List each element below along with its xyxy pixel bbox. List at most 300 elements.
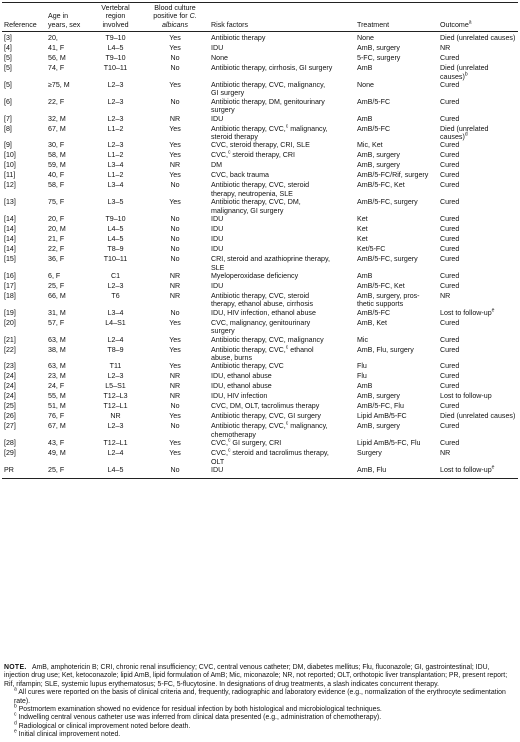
table-row	[2, 245, 518, 255]
cell-age-sex-text: 36, F	[48, 255, 65, 264]
cell-age-sex-text: 66, M	[48, 291, 66, 300]
cell-blood-culture	[141, 32, 209, 45]
cell-treatment-text: AmB, Ket	[357, 318, 387, 327]
cell-blood-culture	[141, 336, 209, 346]
cell-age-sex	[46, 171, 90, 181]
cell-risk-factors-tail: ethanol	[288, 345, 314, 354]
cell-risk-factors	[209, 215, 355, 225]
cell-vertebral	[90, 309, 141, 319]
cell-reference	[2, 319, 46, 336]
cell-treatment-text: Mic, Ket	[357, 141, 383, 150]
cell-outcome-text: Cured	[440, 225, 460, 234]
cell-treatment-text: Lipid AmB/5-FC	[357, 412, 407, 421]
risk-footnote-mark: c	[285, 123, 289, 130]
cell-treatment	[355, 161, 438, 171]
cell-age-sex	[46, 151, 90, 161]
cell-blood-culture-text: NR	[169, 392, 181, 401]
cell-reference-text: [8]	[4, 124, 12, 133]
cell-blood-culture-text: Yes	[169, 318, 181, 327]
cell-risk-factors-line2: therapy, ethanol abuse, cirrhosis	[211, 300, 313, 309]
cell-treatment	[355, 255, 438, 272]
cell-outcome	[438, 392, 518, 402]
cell-blood-culture-text: No	[170, 255, 180, 264]
cell-treatment-text: Surgery	[357, 449, 382, 458]
cell-blood-culture-text: No	[170, 225, 180, 234]
cell-blood-culture	[141, 125, 209, 142]
cell-blood-culture	[141, 346, 209, 363]
table-row	[2, 151, 518, 161]
cell-risk-factors-tail: steroid therapy, CRI	[230, 151, 295, 160]
cell-outcome-text: Cured	[440, 181, 460, 190]
cell-blood-culture	[141, 151, 209, 161]
cell-outcome	[438, 115, 518, 125]
cell-risk-factors-text: IDU	[211, 235, 224, 244]
cell-treatment-text: AmB/5-FC	[357, 124, 391, 133]
cell-vertebral-text: T10–11	[103, 64, 128, 73]
cell-blood-culture	[141, 449, 209, 466]
cell-reference-text: [23]	[4, 362, 16, 371]
cell-reference-text: [24]	[4, 382, 16, 391]
cell-vertebral-text: T12–L1	[103, 402, 128, 411]
cell-age-sex-text: 51, M	[48, 402, 66, 411]
cell-blood-culture	[141, 215, 209, 225]
cell-risk-factors-text: IDU	[211, 44, 224, 53]
cell-reference-text: [13]	[4, 198, 16, 207]
cell-outcome	[438, 346, 518, 363]
cell-risk-factors-line2: abuse, burns	[211, 353, 253, 362]
cell-vertebral	[90, 292, 141, 309]
cell-age-sex-text: 30, F	[48, 141, 65, 150]
cell-vertebral	[90, 151, 141, 161]
cell-vertebral-text: L1–2	[107, 124, 124, 133]
cell-vertebral-text: T9–10	[105, 34, 126, 43]
cell-reference	[2, 336, 46, 346]
cell-treatment	[355, 215, 438, 225]
header-treatment: Treatment	[355, 3, 438, 32]
cell-reference	[2, 412, 46, 422]
cell-age-sex-text: 55, M	[48, 392, 66, 401]
cell-treatment	[355, 439, 438, 449]
table-row	[2, 382, 518, 392]
cell-outcome	[438, 412, 518, 422]
cell-risk-factors-text: IDU	[211, 215, 224, 224]
table-row	[2, 171, 518, 181]
cell-age-sex-text: 49, M	[48, 449, 66, 458]
cell-vertebral-text: T9–10	[105, 215, 126, 224]
cell-reference-text: [11]	[4, 171, 16, 180]
cell-reference	[2, 422, 46, 439]
risk-footnote-mark: c	[227, 437, 231, 444]
cell-risk-factors	[209, 54, 355, 64]
cell-blood-culture	[141, 392, 209, 402]
cell-blood-culture	[141, 171, 209, 181]
cell-outcome	[438, 215, 518, 225]
cell-reference-text: [29]	[4, 449, 16, 458]
cell-age-sex-text: 57, F	[48, 318, 65, 327]
cell-reference-text: [25]	[4, 402, 16, 411]
cell-risk-factors-text: None	[211, 54, 228, 63]
cell-risk-factors	[209, 309, 355, 319]
cell-risk-factors-text: Antibiotic therapy, CVC, malignancy,	[211, 81, 326, 90]
cell-age-sex	[46, 64, 90, 81]
cell-risk-factors-text: Antibiotic therapy	[211, 34, 266, 43]
cell-outcome-text: Lost to follow-up	[440, 392, 492, 401]
cell-treatment-text: AmB, surgery	[357, 392, 400, 401]
cell-blood-culture-text: No	[170, 465, 180, 474]
cell-reference-text: [22]	[4, 345, 16, 354]
cell-outcome-text: Cured	[440, 215, 460, 224]
footnote-text: Indwelling central venous catheter use was inferred from clinical data presented (e.g., administration of chemotherapy).	[18, 714, 382, 722]
cell-blood-culture	[141, 141, 209, 151]
cell-blood-culture	[141, 422, 209, 439]
cell-risk-factors-text: Myeloperoxidase deficiency	[211, 271, 299, 280]
cell-blood-culture-text: No	[170, 402, 180, 411]
cell-reference-text: [17]	[4, 281, 16, 290]
cell-blood-culture-text: NR	[169, 161, 181, 170]
cell-treatment	[355, 372, 438, 382]
cell-vertebral	[90, 255, 141, 272]
cell-risk-factors-text: Antibiotic therapy, CVC,	[211, 124, 286, 133]
cell-blood-culture-text: No	[170, 422, 180, 431]
cell-reference	[2, 215, 46, 225]
cell-reference-text: [20]	[4, 318, 16, 327]
risk-footnote-mark: c	[227, 447, 231, 454]
cell-treatment-text: AmB, surgery	[357, 422, 400, 431]
cell-reference	[2, 402, 46, 412]
cell-blood-culture	[141, 54, 209, 64]
cell-age-sex	[46, 466, 90, 479]
cell-reference	[2, 115, 46, 125]
footnote-mark: c	[14, 712, 17, 719]
cell-risk-factors-text: Antibiotic therapy, CVC,	[211, 345, 286, 354]
table-row	[2, 141, 518, 151]
cell-blood-culture-text: No	[170, 235, 180, 244]
cell-treatment-text: AmB/5-FC, surgery	[357, 198, 418, 207]
cell-blood-culture	[141, 282, 209, 292]
cell-vertebral	[90, 382, 141, 392]
cell-outcome-text: Lost to follow-up	[440, 308, 492, 317]
cell-risk-factors	[209, 319, 355, 336]
cell-treatment-text: AmB, surgery, pros-	[357, 291, 420, 300]
cell-age-sex	[46, 198, 90, 215]
outcome-footnote-mark: e	[491, 464, 495, 471]
risk-footnote-mark: c	[285, 344, 289, 351]
header-vertebral: Vertebral region involved	[90, 3, 141, 32]
cell-blood-culture-text: Yes	[169, 34, 181, 43]
cell-vertebral	[90, 336, 141, 346]
cell-outcome-text: Cured	[440, 235, 460, 244]
cell-risk-factors-text: Antibiotic therapy, CVC, steroid	[211, 291, 310, 300]
cell-age-sex-text: 6, F	[48, 271, 61, 280]
cell-outcome	[438, 272, 518, 282]
cell-age-sex-text: 31, M	[48, 308, 66, 317]
note-paragraph	[4, 664, 516, 689]
cell-vertebral	[90, 346, 141, 363]
cell-risk-factors	[209, 151, 355, 161]
cell-risk-factors	[209, 171, 355, 181]
cell-age-sex	[46, 32, 90, 45]
cell-reference	[2, 309, 46, 319]
cell-risk-factors	[209, 255, 355, 272]
cell-risk-factors-line2: OLT	[211, 457, 225, 466]
footnote-text: Radiological or clinical improvement noted before death.	[18, 722, 191, 730]
cell-reference	[2, 171, 46, 181]
cell-outcome-text: Died (unrelated causes)	[440, 34, 516, 43]
cell-outcome	[438, 32, 518, 45]
cell-blood-culture	[141, 382, 209, 392]
cell-risk-factors	[209, 44, 355, 54]
cell-treatment	[355, 115, 438, 125]
cell-reference-text: [24]	[4, 372, 16, 381]
cell-vertebral	[90, 449, 141, 466]
cell-vertebral-text: T10–11	[103, 255, 128, 264]
cell-risk-factors-tail: malignancy,	[288, 422, 328, 431]
cell-outcome	[438, 382, 518, 392]
outcome-footnote-mark: d	[464, 131, 468, 138]
cell-outcome	[438, 54, 518, 64]
cell-reference-text: [21]	[4, 335, 16, 344]
footnote-mark: a	[14, 686, 17, 693]
cell-age-sex-text: 23, M	[48, 372, 66, 381]
cell-vertebral	[90, 245, 141, 255]
cell-vertebral-text: C1	[110, 271, 121, 280]
outcome-footnote-mark: e	[491, 307, 495, 314]
cell-risk-factors	[209, 412, 355, 422]
header-blood-culture-species: C. albicans	[161, 12, 197, 29]
cell-risk-factors-text: IDU, HIV infection	[211, 392, 268, 401]
cell-risk-factors-text: IDU, HIV infection, ethanol abuse	[211, 308, 316, 317]
cell-treatment	[355, 412, 438, 422]
cell-risk-factors-line2: chemotherapy	[211, 430, 256, 439]
cell-vertebral	[90, 225, 141, 235]
header-risk-factors: Risk factors	[209, 3, 355, 32]
cell-age-sex-text: 40, F	[48, 171, 65, 180]
cell-outcome-text: NR	[440, 449, 451, 458]
cell-blood-culture	[141, 64, 209, 81]
cell-outcome-text: Cured	[440, 271, 460, 280]
cell-outcome-text: Lost to follow-up	[440, 465, 492, 474]
cell-vertebral-text: T8–9	[107, 245, 124, 254]
cell-treatment	[355, 171, 438, 181]
cell-risk-factors	[209, 282, 355, 292]
cell-outcome-text: Cured	[440, 335, 460, 344]
cell-age-sex	[46, 115, 90, 125]
cell-reference	[2, 392, 46, 402]
cell-reference-text: [7]	[4, 114, 12, 123]
cell-risk-factors	[209, 32, 355, 45]
table-row	[2, 336, 518, 346]
cell-blood-culture-text: NR	[169, 382, 181, 391]
cell-reference	[2, 346, 46, 363]
cell-risk-factors-tail: malignancy,	[288, 124, 328, 133]
cell-age-sex	[46, 44, 90, 54]
cell-risk-factors-text: IDU, ethanol abuse	[211, 382, 272, 391]
cell-outcome	[438, 141, 518, 151]
cell-reference	[2, 198, 46, 215]
cell-risk-factors-line2: malignancy, GI surgery	[211, 206, 284, 215]
cell-age-sex	[46, 98, 90, 115]
cell-age-sex	[46, 346, 90, 363]
table-row	[2, 319, 518, 336]
cell-treatment-text: Ket	[357, 235, 368, 244]
cell-outcome-text: Cured	[440, 318, 460, 327]
cell-vertebral-text: L3–5	[107, 198, 124, 207]
cell-age-sex	[46, 245, 90, 255]
cell-blood-culture-text: Yes	[169, 198, 181, 207]
cell-treatment-text: AmB	[357, 114, 373, 123]
header-outcome-text: Outcome	[440, 20, 469, 29]
cell-age-sex-text: 41, F	[48, 44, 65, 53]
cell-outcome	[438, 225, 518, 235]
cell-age-sex-text: 63, M	[48, 362, 66, 371]
cell-vertebral	[90, 235, 141, 245]
cell-risk-factors-line2: GI surgery	[211, 89, 245, 98]
cell-vertebral	[90, 402, 141, 412]
cell-risk-factors-text: CRI, steroid and azathioprine therapy,	[211, 255, 330, 264]
footnote-mark: b	[14, 703, 17, 710]
cell-vertebral-text: L4–5	[107, 235, 124, 244]
cell-risk-factors-line2: steroid therapy	[211, 133, 258, 142]
cell-blood-culture-text: Yes	[169, 439, 181, 448]
cell-age-sex-text: 32, M	[48, 114, 66, 123]
cell-age-sex-text: 75, F	[48, 198, 65, 207]
cell-risk-factors-text: CVC, malignancy, genitourinary	[211, 318, 311, 327]
cell-risk-factors-text: IDU	[211, 114, 224, 123]
cell-vertebral-text: L2–3	[107, 372, 124, 381]
cell-reference	[2, 372, 46, 382]
cell-age-sex-text: 20, F	[48, 215, 65, 224]
cell-age-sex-text: 56, M	[48, 54, 66, 63]
footnote	[4, 720, 516, 731]
cell-treatment-text: AmB, Flu, surgery	[357, 345, 414, 354]
cell-age-sex-text: 22, F	[48, 97, 65, 106]
cell-risk-factors	[209, 402, 355, 412]
cell-blood-culture-text: Yes	[169, 151, 181, 160]
cell-age-sex-text: 24, F	[48, 382, 65, 391]
cell-outcome	[438, 198, 518, 215]
cell-blood-culture	[141, 161, 209, 171]
cell-outcome-text: Died (unrelated causes)	[440, 124, 489, 142]
cell-reference-text: [14]	[4, 245, 16, 254]
cell-reference-text: [24]	[4, 392, 16, 401]
case-table	[2, 2, 518, 479]
cell-reference	[2, 225, 46, 235]
cell-treatment-text: AmB	[357, 271, 373, 280]
cell-age-sex	[46, 382, 90, 392]
cell-vertebral-text: T8–9	[107, 345, 124, 354]
table-row	[2, 181, 518, 198]
footnote-text: Postmortem examination showed no evidence for residual infection by both histological and microbiological techniques.	[18, 706, 382, 714]
cell-reference-text: [12]	[4, 181, 16, 190]
cell-blood-culture	[141, 309, 209, 319]
cell-treatment-text: Flu	[357, 372, 367, 381]
table-row	[2, 125, 518, 142]
cell-reference	[2, 362, 46, 372]
cell-vertebral-text: L2–4	[107, 335, 124, 344]
note-text: AmB, amphotericin B; CRI, chronic renal insufficiency; CVC, central venous catheter; DM, diabetes mellitus; Flu, fluconazole; GI, gastrointestinal; IDU, injection drug use; Ket, ketoconazole; lipid AmB, lipid formulation of AmB; Mic, miconazole; NR, not reported; OLT, orthotopic liver transplantation; PR, present report; Rif, rifampin; SLE, systemic lupus erythematosus; 5-FC, 5-flucytosine. In designations of drug treatments, a slash indicates concurrent therapy.	[4, 664, 508, 688]
cell-vertebral-text: L3–4	[107, 308, 124, 317]
cell-reference	[2, 245, 46, 255]
cell-blood-culture	[141, 362, 209, 372]
cell-age-sex	[46, 225, 90, 235]
cell-treatment	[355, 336, 438, 346]
cell-vertebral	[90, 125, 141, 142]
header-outcome	[438, 3, 518, 32]
table-row	[2, 422, 518, 439]
cell-age-sex	[46, 255, 90, 272]
cell-risk-factors	[209, 98, 355, 115]
cell-risk-factors-line2: surgery	[211, 106, 235, 115]
cell-treatment	[355, 125, 438, 142]
cell-reference	[2, 382, 46, 392]
cell-treatment	[355, 44, 438, 54]
cell-vertebral-text: T12–L3	[103, 392, 128, 401]
cell-outcome-text: Cured	[440, 255, 460, 264]
cell-blood-culture	[141, 319, 209, 336]
cell-outcome-text: Cured	[440, 345, 460, 354]
cell-treatment-text: AmB/5-FC	[357, 97, 391, 106]
cell-blood-culture-text: No	[170, 215, 180, 224]
cell-treatment	[355, 235, 438, 245]
cell-outcome	[438, 255, 518, 272]
cell-age-sex	[46, 282, 90, 292]
cell-blood-culture	[141, 198, 209, 215]
table-row	[2, 309, 518, 319]
cell-reference	[2, 54, 46, 64]
cell-vertebral	[90, 422, 141, 439]
cell-vertebral-text: L5–S1	[105, 382, 126, 391]
cell-outcome	[438, 466, 518, 479]
cell-outcome-text: Cured	[440, 151, 460, 160]
cell-blood-culture-text: Yes	[169, 171, 181, 180]
cell-outcome	[438, 336, 518, 346]
cell-blood-culture-text: No	[170, 64, 180, 73]
table-row	[2, 282, 518, 292]
cell-outcome-text: Died (unrelated causes)	[440, 64, 489, 81]
cell-treatment-text: Lipid AmB/5-FC, Flu	[357, 439, 421, 448]
table-row	[2, 392, 518, 402]
cell-vertebral-text: L2–3	[107, 281, 124, 290]
cell-risk-factors	[209, 382, 355, 392]
cell-blood-culture-text: NR	[169, 271, 181, 280]
cell-vertebral-text: T9–10	[105, 54, 126, 63]
cell-treatment-line2: thetic supports	[357, 300, 404, 309]
table-row	[2, 198, 518, 215]
cell-blood-culture	[141, 372, 209, 382]
cell-risk-factors	[209, 439, 355, 449]
cell-risk-factors	[209, 225, 355, 235]
cell-treatment	[355, 449, 438, 466]
cell-vertebral	[90, 181, 141, 198]
cell-age-sex	[46, 215, 90, 225]
cell-age-sex-text: 67, M	[48, 422, 66, 431]
cell-treatment	[355, 245, 438, 255]
footnote-text: Initial clinical improvement noted.	[18, 731, 121, 739]
table-row	[2, 161, 518, 171]
cell-outcome-text: Cured	[440, 161, 460, 170]
cell-reference-text: [5]	[4, 64, 12, 73]
cell-risk-factors	[209, 336, 355, 346]
cell-vertebral-text: L2–3	[107, 141, 124, 150]
cell-vertebral-text: L1–2	[107, 151, 124, 160]
cell-age-sex	[46, 309, 90, 319]
table-row	[2, 255, 518, 272]
table-row	[2, 98, 518, 115]
cell-risk-factors-text: IDU	[211, 245, 224, 254]
cell-reference	[2, 44, 46, 54]
cell-blood-culture	[141, 115, 209, 125]
cell-age-sex-text: 58, F	[48, 181, 65, 190]
